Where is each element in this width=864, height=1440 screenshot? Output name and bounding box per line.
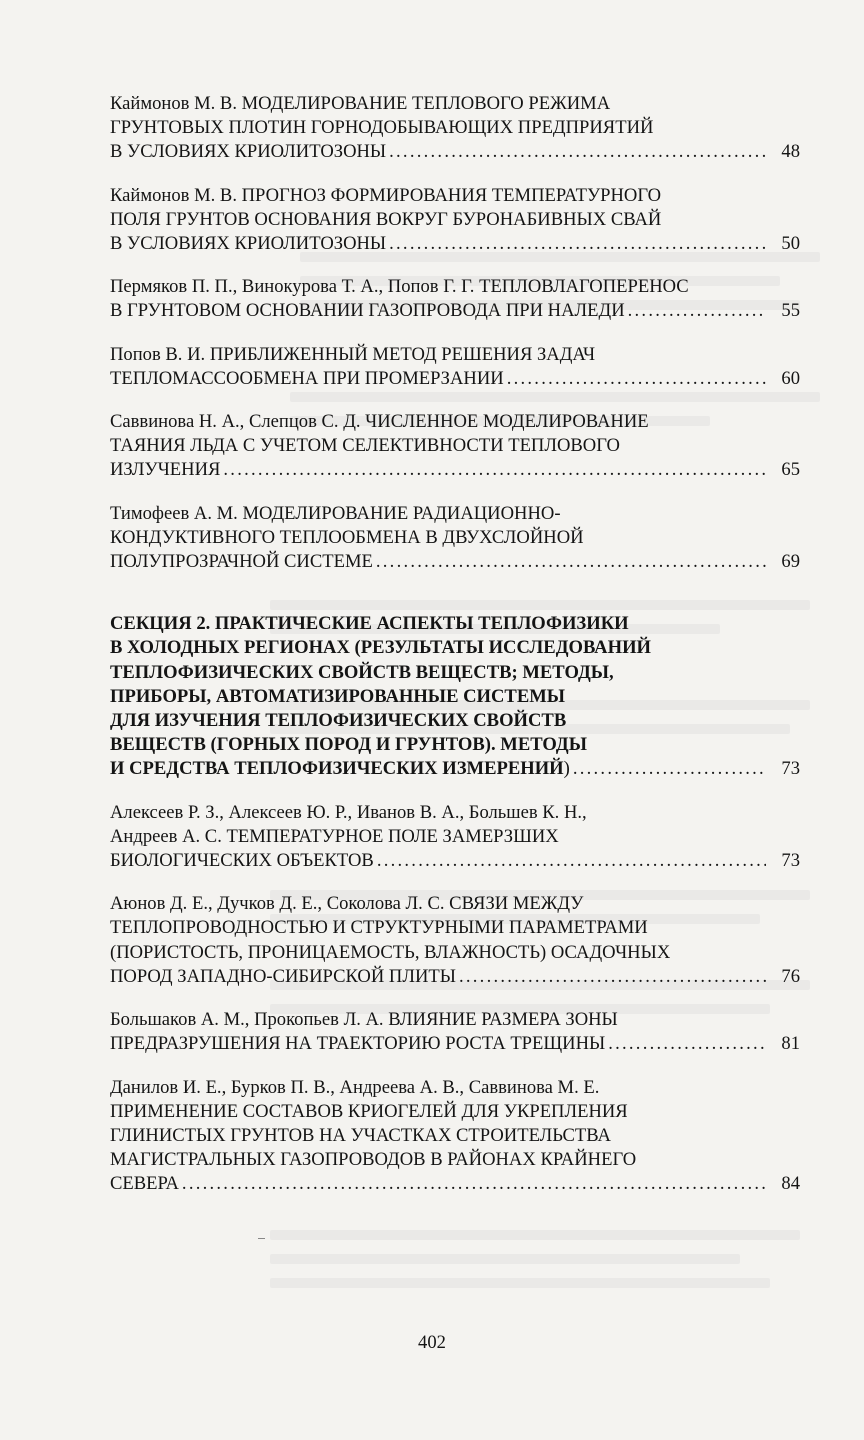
toc-entry-line: Большаков А. М., Прокопьев Л. А. ВЛИЯНИЕ РАЗМЕРА ЗОНЫ: [110, 1009, 618, 1031]
toc-entry[interactable]: [110, 801, 800, 874]
toc-entry-last-text: ИЗЛУЧЕНИЯ: [110, 459, 221, 481]
toc-entry-last-text: ПОРОД ЗАПАДНО-СИБИРСКОЙ ПЛИТЫ: [110, 965, 456, 987]
toc-entry[interactable]: [110, 343, 800, 391]
toc-entry-line: ПОЛЯ ГРУНТОВ ОСНОВАНИЯ ВОКРУГ БУРОНАБИВНЫХ СВАЙ: [110, 208, 662, 230]
toc-entry-last-text: БИОЛОГИЧЕСКИХ ОБЪЕКТОВ: [110, 850, 374, 872]
toc-page-number: 81: [781, 1033, 800, 1055]
toc-page-number: 50: [781, 233, 800, 255]
toc-section-line: В ХОЛОДНЫХ РЕГИОНАХ (РЕЗУЛЬТАТЫ ИССЛЕДОВАНИЙ: [110, 637, 651, 659]
leader-dots: [459, 965, 766, 989]
toc-entry[interactable]: [110, 275, 800, 323]
toc-entry[interactable]: [110, 892, 800, 989]
toc-section-line: ПРИБОРЫ, АВТОМАТИЗИРОВАННЫЕ СИСТЕМЫ: [110, 685, 566, 707]
toc-entry[interactable]: [110, 1008, 800, 1056]
toc-entry-last-text: ПРЕДРАЗРУШЕНИЯ НА ТРАЕКТОРИЮ РОСТА ТРЕЩИНЫ: [110, 1033, 606, 1055]
toc-entry-line: Тимофеев А. М. МОДЕЛИРОВАНИЕ РАДИАЦИОННО-: [110, 502, 561, 524]
toc-section-last-text: И СРЕДСТВА ТЕПЛОФИЗИЧЕСКИХ ИЗМЕРЕНИЙ: [110, 758, 564, 780]
toc-entry-line: Данилов И. Е., Бурков П. В., Андреева А. В., Саввинова М. Е.: [110, 1076, 600, 1098]
toc-entry-last-line: [110, 1032, 800, 1056]
toc-entry-last-line: [110, 965, 800, 989]
toc-section-line: ВЕЩЕСТВ (ГОРНЫХ ПОРОД И ГРУНТОВ). МЕТОДЫ: [110, 734, 587, 756]
toc-entry-line: МАГИСТРАЛЬНЫХ ГАЗОПРОВОДОВ В РАЙОНАХ КРАЙНЕГО: [110, 1149, 637, 1171]
toc-entry-line: Саввинова Н. А., Слепцов С. Д. ЧИСЛЕННОЕ МОДЕЛИРОВАНИЕ: [110, 411, 649, 433]
page-number: 402: [418, 1332, 446, 1353]
toc-entry-last-text: В УСЛОВИЯХ КРИОЛИТОЗОНЫ: [110, 233, 387, 255]
toc-page-number: 65: [781, 459, 800, 481]
toc-group-section-1: [110, 92, 800, 574]
toc-entry-line: Пермяков П. П., Винокурова Т. А., Попов Г. Г. ТЕПЛОВЛАГОПЕРЕНОС: [110, 276, 689, 298]
toc-page-number: 73: [781, 850, 800, 872]
toc-page-number: 73: [781, 758, 800, 780]
toc-entry-last-line: [110, 1172, 800, 1196]
leader-dots: [389, 232, 766, 256]
toc-section-line: СЕКЦИЯ 2. ПРАКТИЧЕСКИЕ АСПЕКТЫ ТЕПЛОФИЗИКИ: [110, 613, 629, 635]
ink-mark: [258, 1238, 265, 1239]
toc-entry-line: Алексеев Р. З., Алексеев Ю. Р., Иванов В. А., Большев К. Н.,: [110, 801, 587, 823]
toc-entry-line: ГРУНТОВЫХ ПЛОТИН ГОРНОДОБЫВАЮЩИХ ПРЕДПРИЯТИЙ: [110, 117, 654, 139]
toc-section-line: ТЕПЛОФИЗИЧЕСКИХ СВОЙСТВ ВЕЩЕСТВ; МЕТОДЫ,: [110, 661, 614, 683]
toc-entry-last-text: В ГРУНТОВОМ ОСНОВАНИИ ГАЗОПРОВОДА ПРИ НАЛЕДИ: [110, 300, 625, 322]
toc-page-number: 76: [781, 965, 800, 987]
toc-entry-last-text: ПОЛУПРОЗРАЧНОЙ СИСТЕМЕ: [110, 551, 373, 573]
leader-dots: [608, 1032, 766, 1056]
toc-entry-line: Попов В. И. ПРИБЛИЖЕННЫЙ МЕТОД РЕШЕНИЯ ЗАДАЧ: [110, 343, 596, 365]
leader-dots: [507, 367, 766, 391]
toc-entry-last-line: [110, 367, 800, 391]
toc-entry-line: Каймонов М. В. ПРОГНОЗ ФОРМИРОВАНИЯ ТЕМПЕРАТУРНОГО: [110, 184, 662, 206]
leader-dots: [182, 1172, 766, 1196]
toc-entry-last-line: [110, 458, 800, 482]
leader-dots: [376, 550, 766, 574]
toc-entry-last-text: В УСЛОВИЯХ КРИОЛИТОЗОНЫ: [110, 141, 387, 163]
toc-group-section-2: [110, 801, 800, 1197]
toc-page-number: 48: [781, 141, 800, 163]
toc-entry-last-text: СЕВЕРА: [110, 1173, 179, 1195]
toc-entry-line: Каймонов М. В. МОДЕЛИРОВАНИЕ ТЕПЛОВОГО РЕЖИМА: [110, 93, 611, 114]
toc-entry-line: ГЛИНИСТЫХ ГРУНТОВ НА УЧАСТКАХ СТРОИТЕЛЬСТВА: [110, 1124, 611, 1146]
toc-section-last-line: [110, 757, 800, 781]
toc-entry-line: ПРИМЕНЕНИЕ СОСТАВОВ КРИОГЕЛЕЙ ДЛЯ УКРЕПЛЕНИЯ: [110, 1100, 628, 1122]
toc-entry[interactable]: [110, 92, 800, 165]
table-of-contents: [110, 92, 800, 1216]
toc-section-close-paren: ): [563, 758, 570, 780]
toc-entry-last-line: [110, 140, 800, 164]
leader-dots: [628, 299, 766, 323]
toc-section-line: ДЛЯ ИЗУЧЕНИЯ ТЕПЛОФИЗИЧЕСКИХ СВОЙСТВ: [110, 710, 567, 732]
toc-page-number: 84: [781, 1173, 800, 1195]
toc-entry-line: Аюнов Д. Е., Дучков Д. Е., Соколова Л. С. СВЯЗИ МЕЖДУ: [110, 893, 584, 915]
toc-entry[interactable]: [110, 184, 800, 257]
toc-page-number: 69: [781, 551, 800, 573]
toc-entry-last-line: [110, 550, 800, 574]
toc-entry-line: ТЕПЛОПРОВОДНОСТЬЮ И СТРУКТУРНЫМИ ПАРАМЕТРАМИ: [110, 917, 648, 939]
toc-entry-line: Андреев А. С. ТЕМПЕРАТУРНОЕ ПОЛЕ ЗАМЕРЗШИХ: [110, 825, 559, 847]
toc-entry[interactable]: [110, 410, 800, 483]
toc-entry-last-text: ТЕПЛОМАССООБМЕНА ПРИ ПРОМЕРЗАНИИ: [110, 367, 504, 389]
toc-entry-last-line: [110, 299, 800, 323]
leader-dots: [223, 458, 766, 482]
toc-entry-last-line: [110, 849, 800, 873]
toc-entry-line: ТАЯНИЯ ЛЬДА С УЧЕТОМ СЕЛЕКТИВНОСТИ ТЕПЛОВОГО: [110, 435, 620, 457]
leader-dots: [377, 849, 766, 873]
leader-dots: [389, 140, 766, 164]
toc-page-number: 55: [781, 300, 800, 322]
toc-page-number: 60: [781, 367, 800, 389]
toc-entry-last-line: [110, 232, 800, 256]
leader-dots: [573, 757, 766, 781]
toc-entry[interactable]: [110, 1076, 800, 1197]
toc-entry-line: (ПОРИСТОСТЬ, ПРОНИЦАЕМОСТЬ, ВЛАЖНОСТЬ) ОСАДОЧНЫХ: [110, 941, 671, 963]
toc-entry-line: КОНДУКТИВНОГО ТЕПЛООБМЕНА В ДВУХСЛОЙНОЙ: [110, 526, 584, 548]
toc-entry[interactable]: [110, 502, 800, 575]
toc-section-heading[interactable]: [110, 612, 800, 781]
